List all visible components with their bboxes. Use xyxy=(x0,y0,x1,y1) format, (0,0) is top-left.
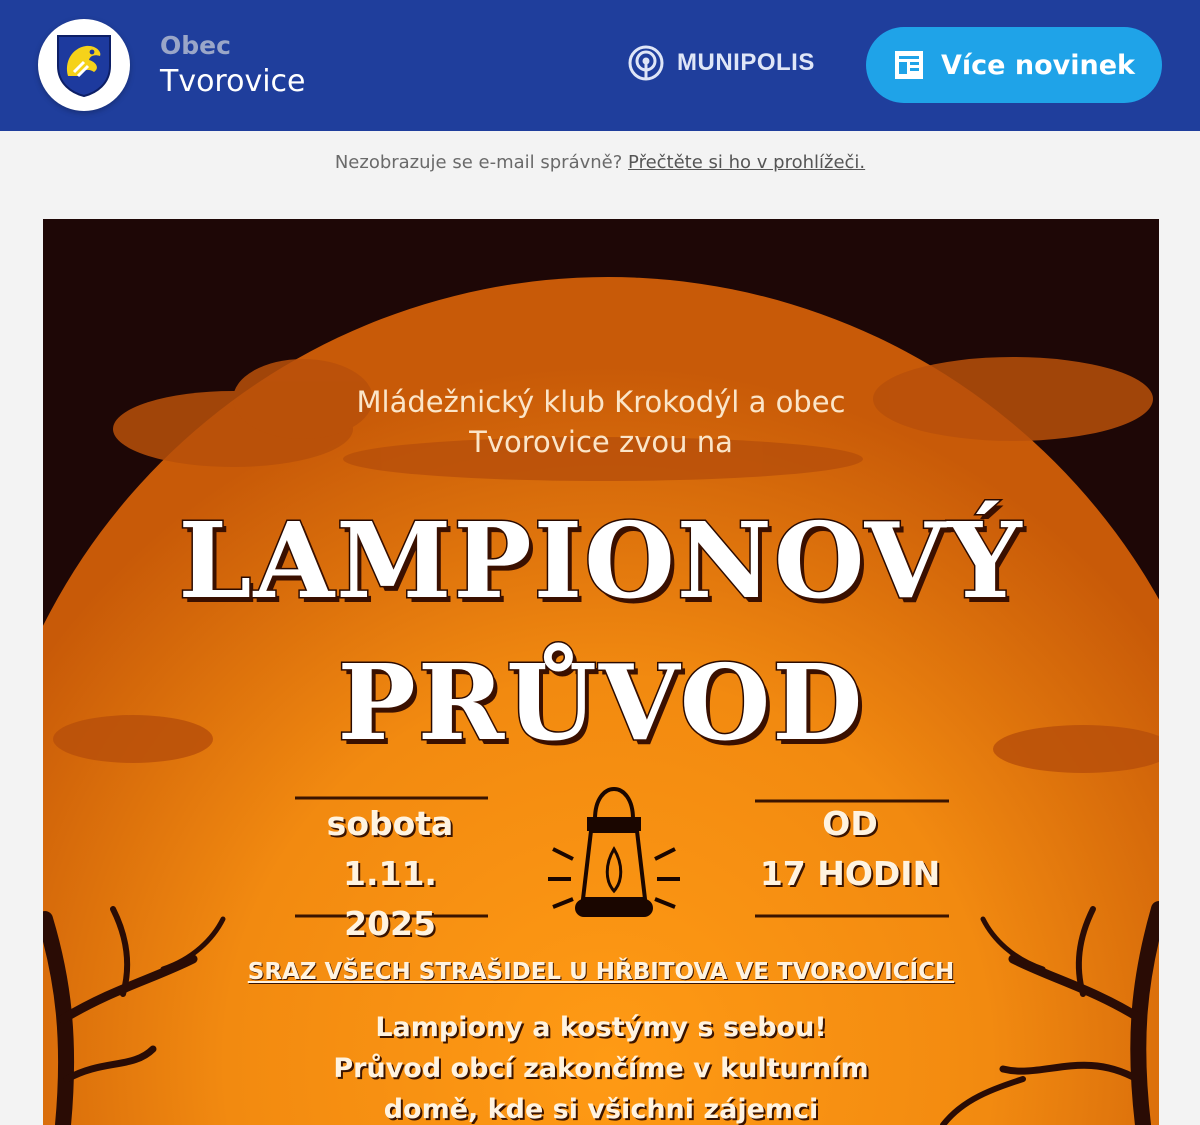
email-header xyxy=(0,0,1200,131)
org-name: Tvorovice xyxy=(160,64,306,99)
body-line-2: Průvod obcí zakončíme v kulturním xyxy=(333,1053,869,1084)
more-news-button[interactable] xyxy=(866,27,1162,103)
municipality-logo[interactable] xyxy=(38,19,130,111)
poster-title-line-2: PRŮVOD xyxy=(337,641,865,764)
event-poster xyxy=(43,219,1159,1125)
event-day: sobota xyxy=(326,804,454,843)
meeting-point: SRAZ VŠECH STRAŠIDEL U HŘBITOVA VE TVOROVICÍCH xyxy=(247,959,955,985)
event-date xyxy=(295,799,485,949)
poster-intro xyxy=(43,382,1159,462)
event-time-from: OD xyxy=(822,804,878,843)
more-news-label: Více novinek xyxy=(941,49,1135,81)
preheader-text: Nezobrazuje se e-mail správně? xyxy=(334,152,623,173)
poster-title-line-1: LAMPIONOVÝ xyxy=(178,499,1024,622)
poster-body xyxy=(43,1007,1159,1125)
preheader xyxy=(0,152,1200,173)
newspaper-icon xyxy=(893,49,925,81)
municipal-crest-icon xyxy=(54,32,114,98)
intro-line-2: Tvorovice zvou na xyxy=(469,425,733,459)
intro-line-1: Mládežnický klub Krokodýl a obec xyxy=(356,385,846,419)
org-label: Obec xyxy=(160,31,231,60)
brand-name: MUNIPOLIS xyxy=(677,49,815,76)
broadcast-icon xyxy=(627,44,665,82)
event-time-hours: 17 HODIN xyxy=(759,854,941,893)
event-date-value: 1.11. 2025 xyxy=(343,854,437,943)
munipolis-brand[interactable] xyxy=(627,44,815,82)
event-time xyxy=(755,799,945,899)
body-line-3: domě, kde si všichni zájemci xyxy=(383,1094,819,1125)
body-line-1: Lampiony a kostýmy s sebou! xyxy=(375,1012,827,1043)
view-in-browser-link[interactable]: Přečtěte si ho v prohlížeči. xyxy=(628,152,866,173)
